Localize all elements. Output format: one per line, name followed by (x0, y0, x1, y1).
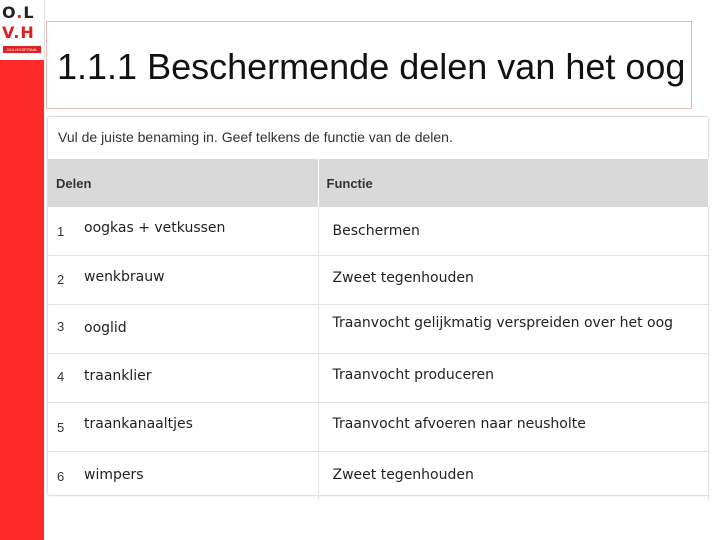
table-row (48, 403, 708, 452)
part-cell (48, 403, 318, 452)
function-text: Traanvocht produceren (332, 367, 495, 383)
logo-dot: . (13, 23, 21, 42)
row-number: 5 (57, 420, 65, 435)
instruction-text: Vul de juiste benaming in. Geef telkens de functie van de delen. (58, 129, 453, 145)
title-box (46, 21, 692, 109)
left-accent-bar (0, 0, 44, 540)
logo-line-2 (2, 24, 42, 42)
worksheet-panel (48, 117, 708, 495)
column-header-parts: Delen (48, 159, 318, 207)
part-name: traankanaaltjes (84, 416, 193, 432)
function-text: Beschermen (332, 223, 420, 239)
function-text: Traanvocht afvoeren naar neusholte (332, 416, 586, 432)
part-cell (48, 354, 318, 403)
function-cell (318, 207, 708, 256)
part-cell (48, 305, 318, 354)
function-cell (318, 452, 708, 501)
table-header-row (48, 159, 708, 207)
part-name: ooglid (84, 320, 127, 336)
part-cell (48, 256, 318, 305)
table-row (48, 354, 708, 403)
function-cell (318, 256, 708, 305)
slide-title: 1.1.1 Beschermende delen van het oog (57, 46, 686, 87)
logo-letter: V (2, 23, 14, 42)
logo-dot: . (16, 3, 24, 22)
school-logo (0, 0, 45, 60)
logo-letter: L (23, 3, 35, 22)
table-row (48, 256, 708, 305)
function-cell (318, 354, 708, 403)
function-text: Zweet tegenhouden (332, 467, 474, 483)
table-row (48, 452, 708, 501)
part-cell (48, 207, 318, 256)
part-name: wenkbrauw (84, 269, 165, 285)
row-number: 2 (57, 272, 65, 287)
part-name: oogkas + vetkussen (84, 220, 226, 236)
table-row (48, 207, 708, 256)
row-number: 3 (57, 319, 65, 334)
logo-letter: H (20, 23, 35, 42)
part-name: wimpers (84, 467, 144, 483)
function-cell (318, 305, 708, 354)
logo-letter: O (2, 3, 17, 22)
function-cell (318, 403, 708, 452)
row-number: 4 (57, 369, 65, 384)
table-row (48, 305, 708, 354)
part-name: traanklier (84, 368, 152, 384)
row-number: 1 (57, 224, 65, 239)
part-cell (48, 452, 318, 501)
function-text: Traanvocht gelijkmatig verspreiden over het oog (332, 315, 674, 331)
column-header-function: Functie (318, 159, 708, 207)
function-text: Zweet tegenhouden (332, 270, 474, 286)
row-number: 6 (57, 469, 65, 484)
logo-line-1 (2, 4, 42, 22)
logo-tagline: OLV-HOSPITAAL (3, 46, 41, 53)
parts-table (48, 159, 709, 500)
